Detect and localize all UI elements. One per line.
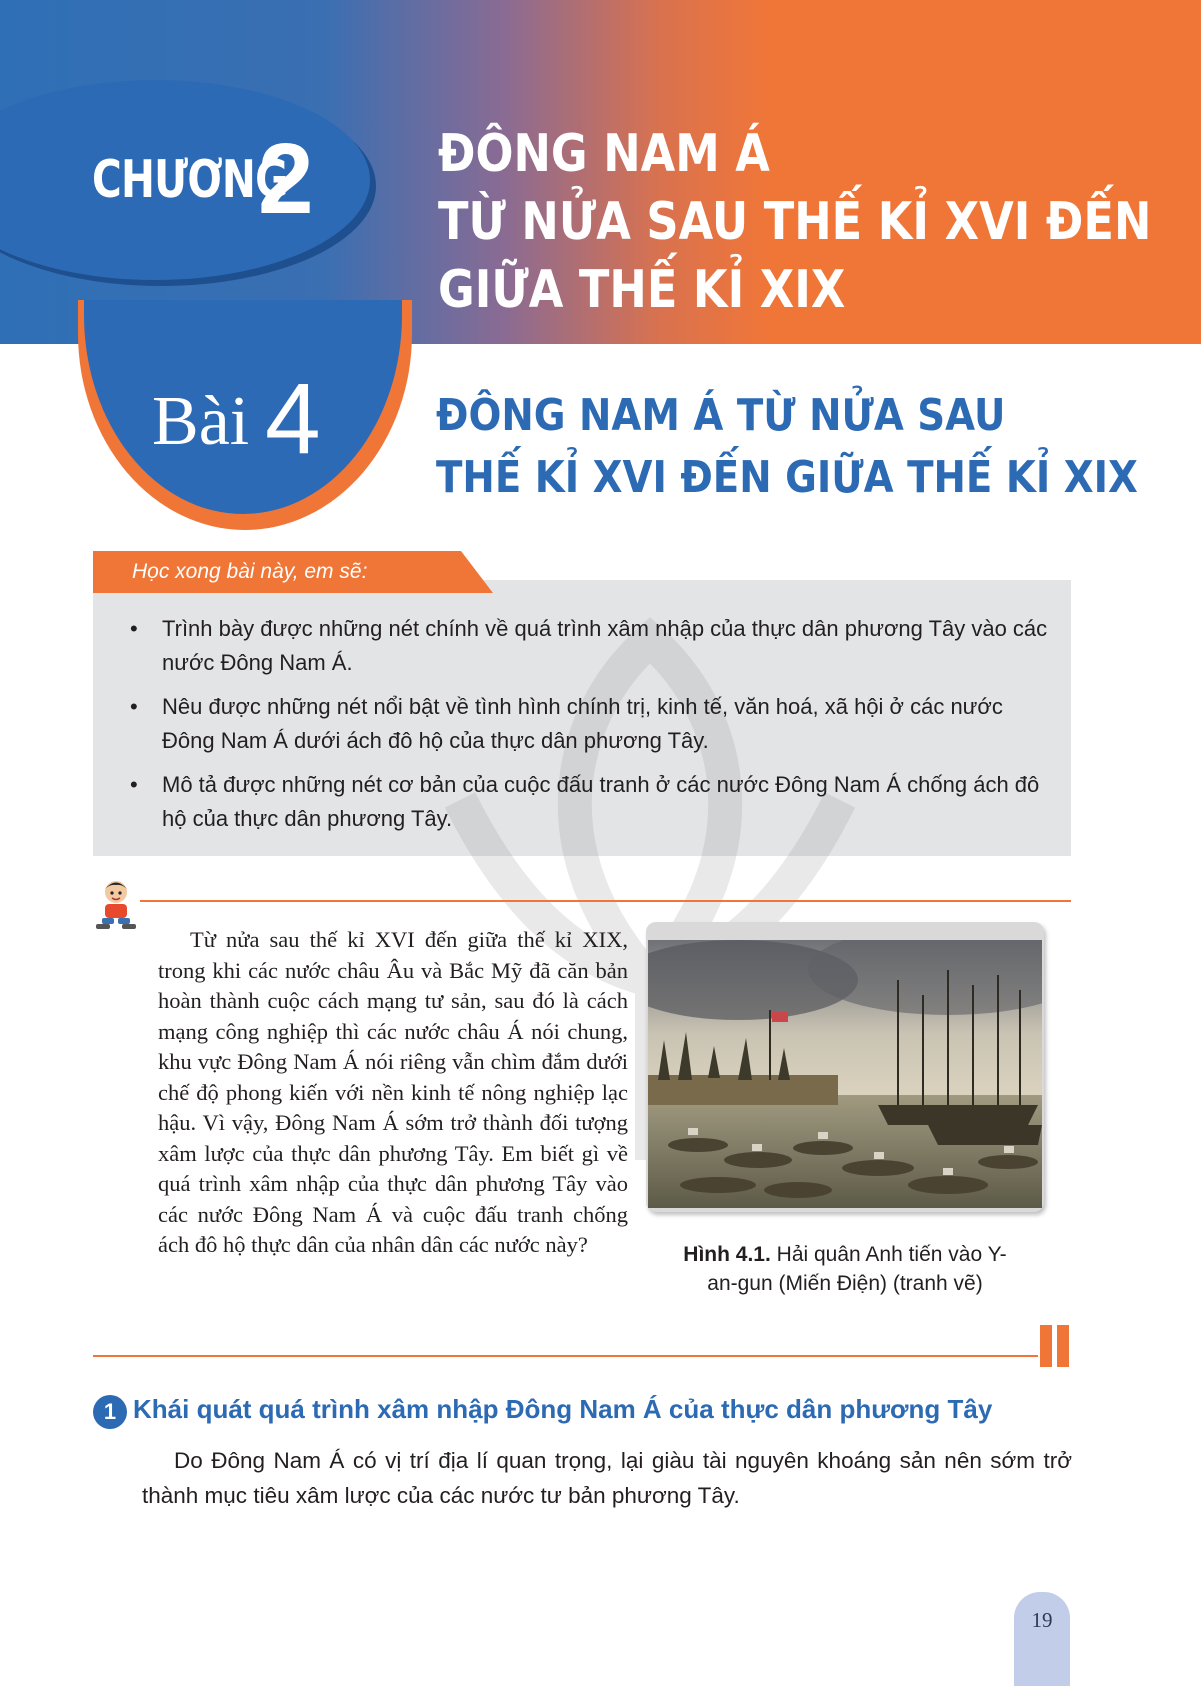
figure-caption-label: Hình 4.1. bbox=[683, 1243, 771, 1266]
chapter-label: CHƯƠNG bbox=[92, 150, 288, 210]
objective-item: • Trình bày được những nét chính về quá trình xâm nhập của thực dân phương Tây vào các nước Đông Nam Á. bbox=[130, 612, 1060, 680]
lesson-title-line: ĐÔNG NAM Á TỪ NỬA SAU bbox=[436, 390, 1006, 441]
intro-divider-top bbox=[140, 900, 1071, 902]
lesson-label: Bài bbox=[152, 383, 250, 460]
page-number: 19 bbox=[1031, 1608, 1053, 1632]
objectives-header: Học xong bài này, em sẽ: bbox=[132, 560, 368, 583]
student-mascot-icon bbox=[92, 876, 140, 932]
section-title: Khái quát quá trình xâm nhập Đông Nam Á của thực dân phương Tây bbox=[133, 1394, 993, 1424]
section-number-badge: 1 bbox=[93, 1395, 127, 1429]
objective-item: • Nêu được những nét nổi bật về tình hình chính trị, kinh tế, văn hoá, xã hội ở các nước Đông Nam Á dưới ách đô hộ của thực dân phương Tây. bbox=[130, 690, 1060, 758]
objectives-list bbox=[130, 612, 1060, 846]
chapter-number: 2 bbox=[258, 123, 314, 235]
intro-paragraph: Từ nửa sau thế kỉ XVI đến giữa thế kỉ XIX, trong khi các nước châu Âu và Bắc Mỹ đã căn bản hoàn thành cuộc cách mạng tư sản, sau đó là cách mạng công nghiệp thì các nước châu Á nói chung, khu vực Đông Nam Á nói riêng vẫn chìm đắm dưới chế độ phong kiến với nền kinh tế nông nghiệp lạc hậu. Vì vậy, Đông Nam Á sớm trở thành đối tượng xâm lược của thực dân phương Tây. Em biết gì về quá trình xâm nhập của thực dân phương Tây vào các nước Đông Nam Á và cuộc đấu tranh chống ách đô hộ thực dân của nhân dân các nước này? bbox=[158, 927, 628, 1257]
lesson-number: 4 bbox=[265, 363, 321, 475]
chapter-title-line: TỪ NỬA SAU THẾ KỈ XVI ĐẾN bbox=[438, 192, 1152, 252]
figure-caption-text: Hải quân Anh tiến vào Y-an-gun (Miến Điện) (tranh vẽ) bbox=[707, 1243, 1007, 1295]
figure-caption bbox=[680, 1240, 1010, 1298]
objective-item: • Mô tả được những nét cơ bản của cuộc đấu tranh ở các nước Đông Nam Á chống ách đô hộ của thực dân phương Tây. bbox=[130, 768, 1060, 836]
lesson-title bbox=[436, 385, 1138, 509]
lesson-title-line: THẾ KỈ XVI ĐẾN GIỮA THẾ KỈ XIX bbox=[436, 452, 1138, 503]
chapter-title-line: GIỮA THẾ KỈ XIX bbox=[438, 260, 846, 320]
chapter-title bbox=[438, 120, 1151, 324]
figure-illustration-naval-fleet bbox=[648, 940, 1042, 1208]
chapter-title-line: ĐÔNG NAM Á bbox=[438, 124, 770, 184]
page-number-tab bbox=[1014, 1592, 1070, 1686]
intro-divider-bottom bbox=[93, 1355, 1038, 1357]
section-paragraph: Do Đông Nam Á có vị trí địa lí quan trọng, lại giàu tài nguyên khoáng sản nên sớm trở thành mục tiêu xâm lược của các nước tư bản phương Tây. bbox=[142, 1448, 1072, 1508]
